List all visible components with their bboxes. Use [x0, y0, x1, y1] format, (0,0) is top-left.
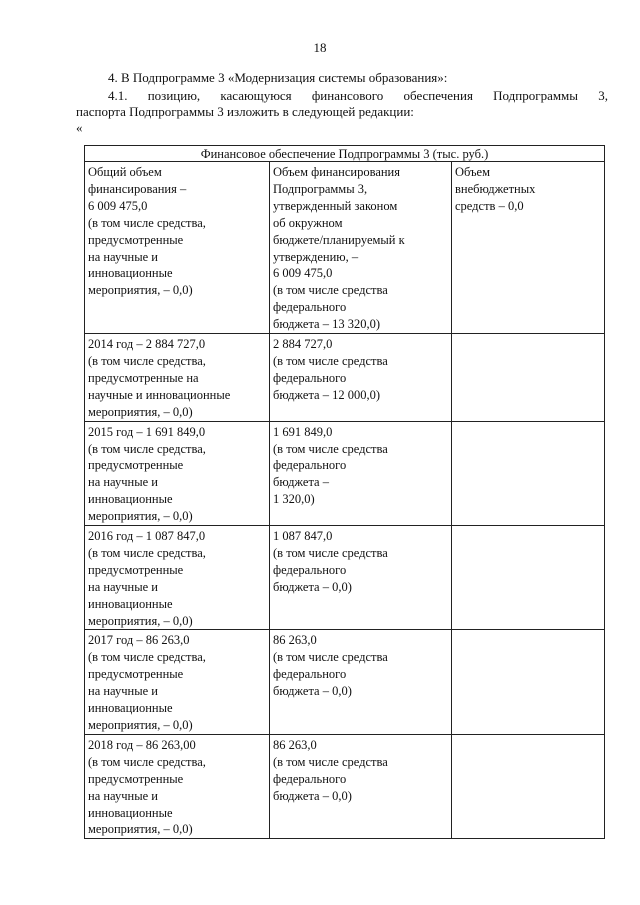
year-budget-cell [270, 630, 452, 734]
year-budget-cell [270, 734, 452, 838]
table-row [85, 734, 605, 838]
cell-text: 1 087 847,0 (в том числе средства федерального бюджета – 0,0) [273, 529, 388, 594]
cell-text: 2015 год – 1 691 849,0 (в том числе средства, предусмотренные на научные и инновационные мероприятия, – 0,0) [88, 424, 206, 524]
cell-text: 86 263,0 (в том числе средства федерального бюджета – 0,0) [273, 737, 388, 803]
total-financing-cell [85, 162, 270, 334]
table-row [85, 630, 605, 734]
cell-text: Объем финансирования Подпрограммы 3, утвержденный законом об окружном бюджете/планируемый к утверждению, – 6 009 475,0 (в том числе средства федерального бюджета – 13 320,0) [273, 165, 405, 332]
year-budget-cell [270, 526, 452, 630]
paragraph-line: паспорта Подпрограммы 3 изложить в следующей редакции: [76, 104, 414, 119]
table-row [85, 421, 605, 525]
cell-text: 86 263,0 (в том числе средства федерального бюджета – 0,0) [273, 633, 388, 699]
year-total-cell [85, 630, 270, 734]
year-total-cell [85, 421, 270, 525]
page-number: 18 [313, 40, 327, 55]
year-total-cell [85, 334, 270, 422]
paragraph-line: 4.1. позицию, касающуюся финансового обеспечения Подпрограммы 3, [108, 88, 608, 103]
table-row [85, 334, 605, 422]
extrabudget-cell [452, 162, 605, 334]
table-header: Финансовое обеспечение Подпрограммы 3 (тыс. руб.) [85, 146, 605, 162]
cell-text: Объем внебюджетных средств – 0,0 [455, 165, 536, 213]
year-budget-cell [270, 334, 452, 422]
year-extrabudget-cell [452, 334, 605, 422]
financing-table [84, 145, 605, 839]
section-heading: 4. В Подпрограмме 3 «Модернизация системы образования»: [108, 70, 448, 85]
cell-text: 2016 год – 1 087 847,0 (в том числе средства, предусмотренные на научные и инновационные мероприятия, – 0,0) [88, 529, 206, 628]
opening-quote: « [76, 120, 83, 135]
year-extrabudget-cell [452, 421, 605, 525]
table-row [85, 162, 605, 334]
cell-text: 2017 год – 86 263,0 (в том числе средства, предусмотренные на научные и инновационные мероприятия, – 0,0) [88, 633, 206, 732]
year-budget-cell [270, 421, 452, 525]
cell-text: 2018 год – 86 263,00 (в том числе средства, предусмотренные на научные и инновационные мероприятия, – 0,0) [88, 737, 206, 837]
cell-text: 2014 год – 2 884 727,0 (в том числе средства, предусмотренные на научные и инновационные мероприятия, – 0,0) [88, 337, 231, 419]
table-header-row [85, 146, 605, 162]
cell-text: 2 884 727,0 (в том числе средства федерального бюджета – 12 000,0) [273, 337, 388, 402]
cell-text: 1 691 849,0 (в том числе средства федерального бюджета – 1 320,0) [273, 424, 388, 507]
year-total-cell [85, 734, 270, 838]
year-total-cell [85, 526, 270, 630]
cell-text: Общий объем финансирования – 6 009 475,0 (в том числе средства, предусмотренные на научные и инновационные мероприятия, – 0,0) [88, 165, 206, 298]
year-extrabudget-cell [452, 630, 605, 734]
table-row [85, 526, 605, 630]
year-extrabudget-cell [452, 734, 605, 838]
budget-financing-cell [270, 162, 452, 334]
year-extrabudget-cell [452, 526, 605, 630]
